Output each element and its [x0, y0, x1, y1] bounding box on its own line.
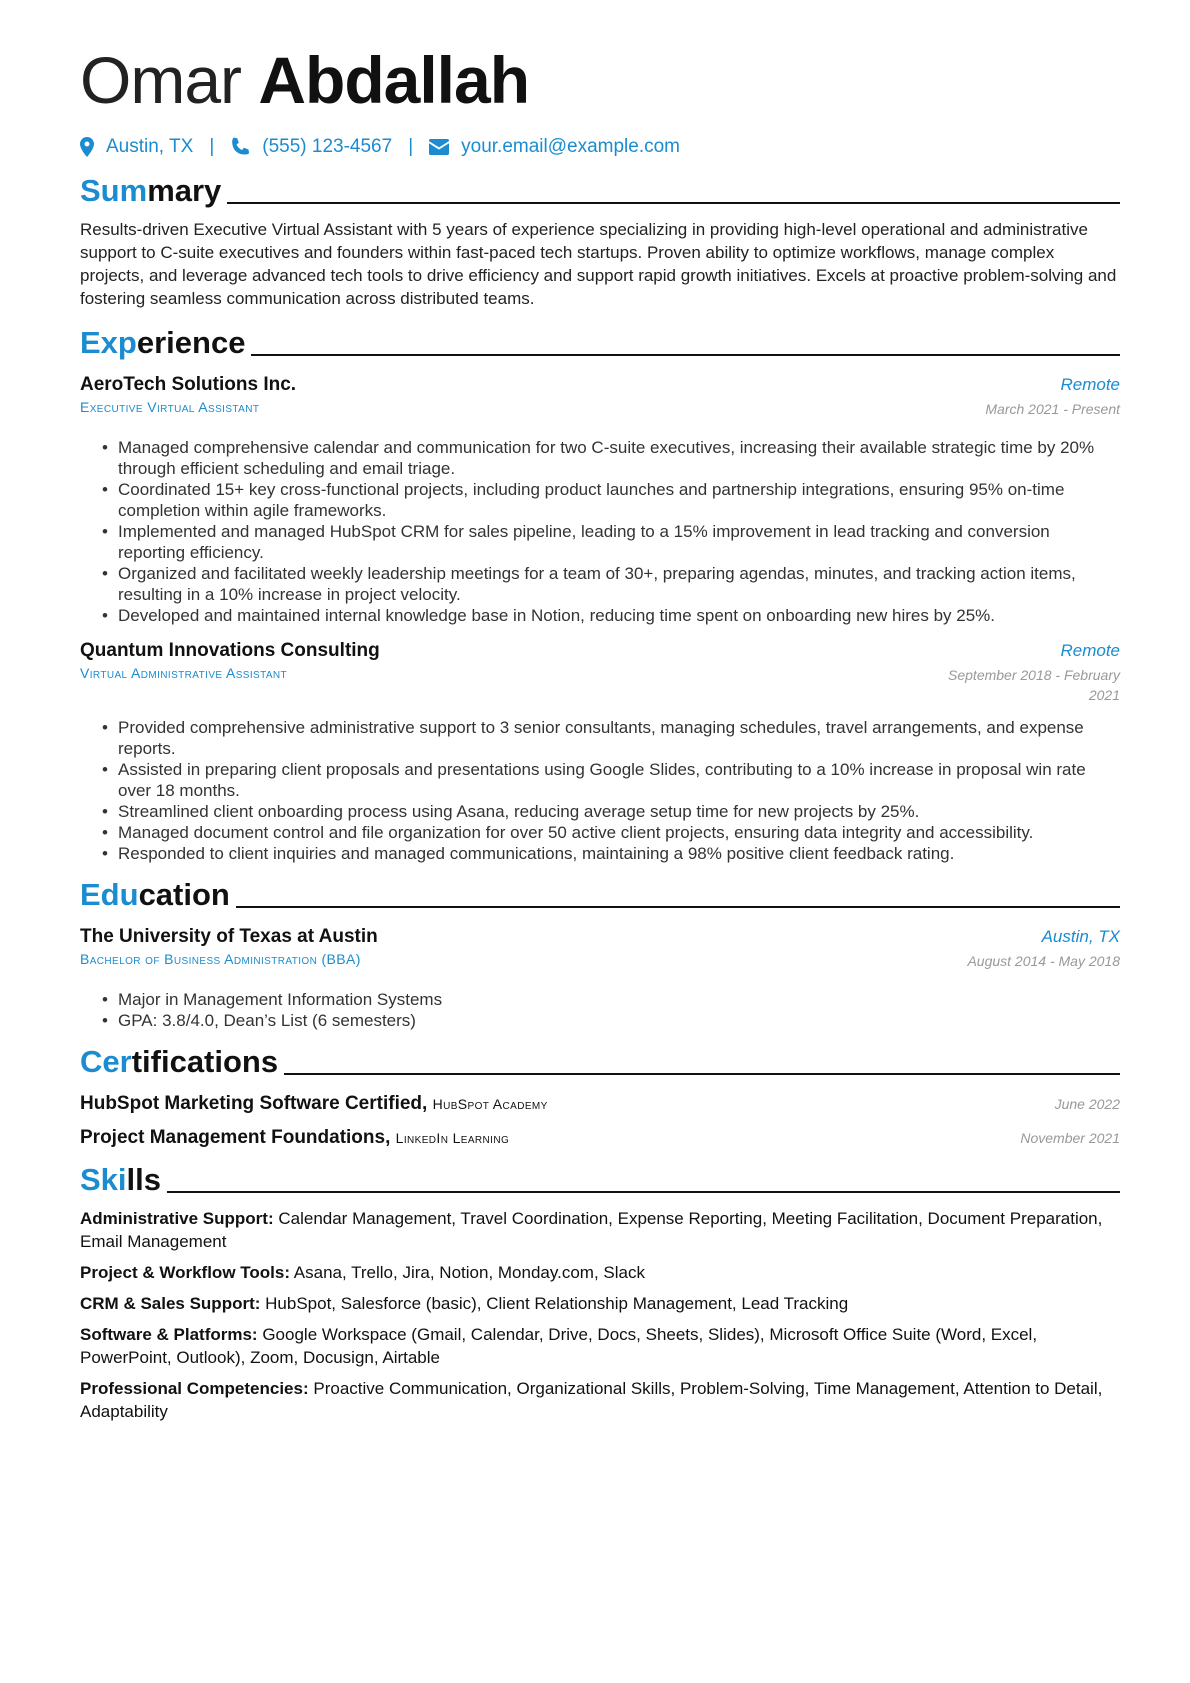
phone-text: (555) 123-4567	[262, 136, 393, 157]
school-name: The University of Texas at Austin	[80, 926, 378, 947]
certification-issuer: LinkedIn Learning	[395, 1130, 510, 1146]
job-dates: March 2021 - Present	[985, 401, 1120, 417]
contact-phone[interactable]	[230, 136, 392, 158]
email-text: your.email@example.com	[461, 136, 680, 157]
location-text: Austin, TX	[106, 136, 194, 157]
skill-group	[80, 1261, 1120, 1284]
bullet-item: • Managed comprehensive calendar and communication for two C-suite executives, increasing their available strategic time by 20% through efficient scheduling and email triage.	[118, 437, 1120, 479]
section-title	[80, 1161, 161, 1199]
resume-page	[80, 0, 1120, 1423]
section-title-accent: Exp	[80, 325, 137, 360]
contact-line	[80, 134, 1120, 160]
bullet-item: • Implemented and managed HubSpot CRM for sales pipeline, leading to a 15% improvement in lead tracking and conversion reporting efficiency.	[118, 521, 1120, 563]
skill-group	[80, 1207, 1120, 1253]
section-title-accent: Edu	[80, 877, 139, 912]
section-title-accent: Ski	[80, 1162, 127, 1197]
skill-list: Proactive Communication, Organizational Skills, Problem-Solving, Time Management, Attention to Detail, Adaptability	[80, 1379, 1103, 1421]
contact-email[interactable]	[429, 136, 680, 158]
skill-label: Administrative Support:	[80, 1209, 274, 1228]
bullet-item: • Provided comprehensive administrative support to 3 senior consultants, managing schedules, travel arrangements, and expense reports.	[118, 717, 1120, 759]
bullet-item: • Managed document control and file organization for over 50 active client projects, ensuring data integrity and accessibility.	[118, 822, 1120, 843]
job-location: Remote	[1060, 375, 1120, 394]
education-heading	[80, 876, 1120, 914]
job-bullets	[80, 437, 1120, 626]
skill-label: Project & Workflow Tools:	[80, 1263, 290, 1282]
contact-separator: |	[408, 136, 414, 157]
skill-label: Software & Platforms:	[80, 1325, 258, 1344]
certification-issuer: HubSpot Academy	[432, 1096, 548, 1112]
section-divider	[284, 1073, 1120, 1075]
skill-group	[80, 1292, 1120, 1315]
certification-date: November 2021	[1020, 1130, 1120, 1146]
degree: Bachelor of Business Administration (BBA)	[80, 951, 361, 967]
section-title-accent: Cer	[80, 1044, 132, 1079]
skill-list: Calendar Management, Travel Coordination, Expense Reporting, Meeting Facilitation, Document Preparation, Email Management	[80, 1209, 1103, 1251]
certifications-heading	[80, 1043, 1120, 1081]
certification-date: June 2022	[1054, 1096, 1120, 1112]
certification-item	[80, 1127, 1120, 1149]
education-dates: August 2014 - May 2018	[967, 953, 1120, 969]
section-divider	[227, 202, 1120, 204]
skill-group	[80, 1323, 1120, 1369]
section-divider	[251, 354, 1120, 356]
map-pin-icon	[80, 137, 94, 157]
first-name: Omar	[80, 43, 241, 117]
section-divider	[167, 1191, 1120, 1193]
section-divider	[236, 906, 1120, 908]
job-dates: September 2018 - February 2021	[948, 667, 1120, 703]
skill-list: HubSpot, Salesforce (basic), Client Relationship Management, Lead Tracking	[265, 1294, 849, 1313]
skill-list: Google Workspace (Gmail, Calendar, Drive, Docs, Sheets, Slides), Microsoft Office Suite (Word, Excel, PowerPoint, Outlook), Zoom, Docusign, Airtable	[80, 1325, 1038, 1367]
job-location: Remote	[1060, 641, 1120, 660]
candidate-name	[80, 40, 1120, 120]
envelope-icon	[429, 139, 449, 155]
skills-heading	[80, 1161, 1120, 1199]
section-title-rest: erience	[136, 325, 246, 360]
bullet-item: • Major in Management Information Systems	[118, 989, 1120, 1010]
section-title-rest: lls	[126, 1162, 161, 1197]
section-title-accent: Sum	[80, 173, 148, 208]
company-name: Quantum Innovations Consulting	[80, 640, 380, 661]
phone-icon	[230, 137, 250, 157]
bullet-item: • GPA: 3.8/4.0, Dean’s List (6 semesters)	[118, 1010, 1120, 1031]
section-title-rest: tifications	[131, 1044, 279, 1079]
certification-name: HubSpot Marketing Software Certified	[80, 1093, 423, 1114]
education-entry	[80, 926, 1120, 1031]
summary-text: Results-driven Executive Virtual Assistant with 5 years of experience specializing in providing high-level operational and administrative support to C-suite executives and founders within fast-paced tech startups. Proven ability to optimize workflows, manage complex projects, and leverage advanced tech tools to drive efficiency and support rapid growth initiatives. Excels at proactive problem-solving and fostering seamless communication across distributed teams.	[80, 220, 1117, 308]
certification-item	[80, 1093, 1120, 1115]
bullet-item: • Developed and maintained internal knowledge base in Notion, reducing time spent on onboarding new hires by 25%.	[118, 605, 1120, 626]
skill-label: Professional Competencies:	[80, 1379, 309, 1398]
summary-heading	[80, 172, 1120, 210]
job-entry	[80, 374, 1120, 626]
section-title-rest: cation	[138, 877, 230, 912]
bullet-item: • Coordinated 15+ key cross-functional projects, including product launches and partnership integrations, ensuring 95% on-time completion within agile frameworks.	[118, 479, 1120, 521]
certification-name: Project Management Foundations	[80, 1127, 386, 1148]
section-title	[80, 876, 230, 914]
skill-list: Asana, Trello, Jira, Notion, Monday.com, Slack	[293, 1263, 645, 1282]
contact-separator: |	[209, 136, 215, 157]
education-bullets	[80, 989, 1120, 1031]
school-location: Austin, TX	[1041, 927, 1120, 946]
bullet-item: • Streamlined client onboarding process using Asana, reducing average setup time for new projects by 25%.	[118, 801, 1120, 822]
section-title-rest: mary	[147, 173, 222, 208]
bullet-item: • Organized and facilitated weekly leadership meetings for a team of 30+, preparing agendas, minutes, and tracking action items, resulting in a 10% increase in project velocity.	[118, 563, 1120, 605]
certification-comma: ,	[422, 1093, 433, 1114]
job-title: Executive Virtual Assistant	[80, 399, 260, 415]
contact-location	[80, 136, 193, 158]
job-title: Virtual Administrative Assistant	[80, 665, 288, 681]
bullet-item: • Responded to client inquiries and managed communications, maintaining a 98% positive client feedback rating.	[118, 843, 1120, 864]
job-bullets	[80, 717, 1120, 864]
bullet-item: • Assisted in preparing client proposals and presentations using Google Slides, contributing to a 10% increase in proposal win rate over 18 months.	[118, 759, 1120, 801]
last-name: Abdallah	[258, 43, 530, 117]
skill-label: CRM & Sales Support:	[80, 1294, 261, 1313]
company-name: AeroTech Solutions Inc.	[80, 374, 297, 395]
section-title	[80, 172, 221, 210]
section-title	[80, 324, 245, 362]
skill-group	[80, 1377, 1120, 1423]
job-entry	[80, 640, 1120, 864]
section-title	[80, 1043, 278, 1081]
experience-heading	[80, 324, 1120, 362]
certification-comma: ,	[385, 1127, 396, 1148]
